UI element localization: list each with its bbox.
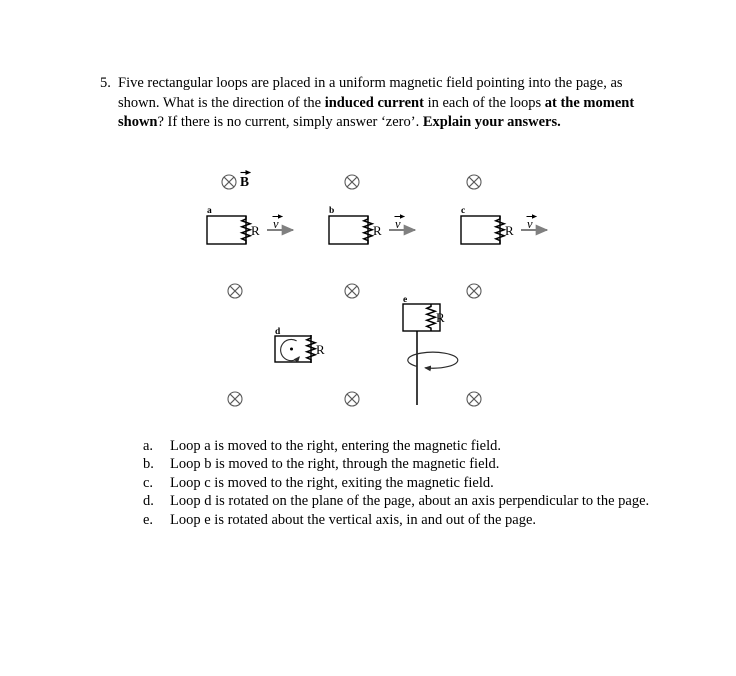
loop-c-velocity-label: v (527, 217, 533, 231)
loop-a-resistor-icon (242, 216, 250, 244)
answer-list (143, 437, 658, 529)
question-bold-explain-your-answers: Explain your answers. (422, 114, 561, 130)
list-item-marker: a. (143, 438, 154, 454)
loop-e-resistor-icon (427, 304, 435, 332)
loop-c-label: c (461, 206, 466, 216)
question-text (118, 74, 660, 133)
question-bold-at-the-moment-shown: at the moment shown (118, 94, 635, 130)
question-bold-induced-current: induced current (324, 94, 424, 111)
list-item-marker: e. (143, 511, 154, 528)
list-item-text: Loop b is moved to the right, through the magnetic field. (170, 456, 500, 473)
loop-c-group (461, 206, 547, 244)
question-text-part1: Five rectangular loops are placed in a uniform magnetic field pointing into the page, as shown. What is the direction of the (118, 75, 623, 111)
into-page-cross-circle-icon (228, 392, 242, 406)
loop-b-group (329, 206, 415, 244)
loop-b-resistor-icon (364, 216, 372, 244)
loop-c-resistor-label: R (505, 223, 514, 238)
loop-b-resistor-label: R (373, 223, 382, 238)
into-page-cross-circle-icon (467, 392, 481, 406)
into-page-cross-circle-icon (228, 284, 242, 298)
into-page-cross-circle-icon (345, 284, 359, 298)
list-item (143, 474, 658, 492)
loop-e-resistor-label: R (436, 310, 445, 325)
loop-a-velocity-label: v (273, 217, 279, 231)
list-item-text: Loop d is rotated on the plane of the page, about an axis perpendicular to the page. (170, 493, 650, 510)
loop-a-group (207, 206, 293, 244)
loop-b-rectangle (329, 216, 368, 244)
list-item-marker: b. (143, 456, 154, 473)
list-item (143, 437, 658, 455)
loop-d-axis-out-of-page-dot (290, 348, 293, 351)
loop-d-label: d (275, 327, 281, 337)
loop-a-rectangle (207, 216, 246, 244)
loop-d-resistor-label: R (316, 342, 325, 357)
loop-c-resistor-icon (496, 216, 504, 244)
list-item-text: Loop a is moved to the right, entering the magnetic field. (170, 438, 501, 454)
list-item-marker: d. (143, 493, 154, 510)
loop-d-group (275, 327, 325, 363)
list-item (143, 511, 658, 529)
question-text-part3: ? If there is no current, simply answer ‘zero’. (157, 114, 423, 130)
loop-e-label: e (403, 295, 408, 305)
loop-b-label: b (329, 206, 335, 216)
question-number: 5. (100, 75, 111, 91)
list-item-text: Loop e is rotated about the vertical axis, in and out of the page. (170, 511, 537, 528)
loop-c-rectangle (461, 216, 500, 244)
into-page-cross-circle-icon (467, 175, 481, 189)
into-page-cross-circle-icon (467, 284, 481, 298)
magnetic-field-label (240, 173, 251, 190)
loop-a-resistor-label: R (251, 223, 260, 238)
list-item (143, 492, 658, 510)
into-page-cross-circle-icon (345, 392, 359, 406)
list-item (143, 455, 658, 473)
into-page-cross-circle-icon (345, 175, 359, 189)
loop-a-label: a (207, 206, 212, 216)
loop-d-resistor-icon (307, 335, 315, 363)
field-symbol-row-middle (228, 284, 481, 298)
loop-b-velocity-label: v (395, 217, 401, 231)
loop-e-rectangle (403, 304, 440, 331)
loop-e-group (403, 295, 458, 405)
b-field-letter: B (240, 174, 250, 189)
question-block (100, 74, 660, 133)
loop-d-rectangle (275, 336, 311, 362)
field-symbol-row-bottom (228, 392, 481, 406)
question-text-part2: in each of the loops (423, 94, 545, 111)
list-item-text: Loop c is moved to the right, exiting the magnetic field. (170, 474, 494, 491)
loop-d-rotation-arc-arrow (281, 339, 300, 360)
into-page-cross-circle-icon (222, 175, 236, 189)
loop-e-rotation-ellipse-arrow (408, 352, 458, 368)
field-symbol-row-top (222, 175, 481, 189)
list-item-marker: c. (143, 474, 154, 491)
